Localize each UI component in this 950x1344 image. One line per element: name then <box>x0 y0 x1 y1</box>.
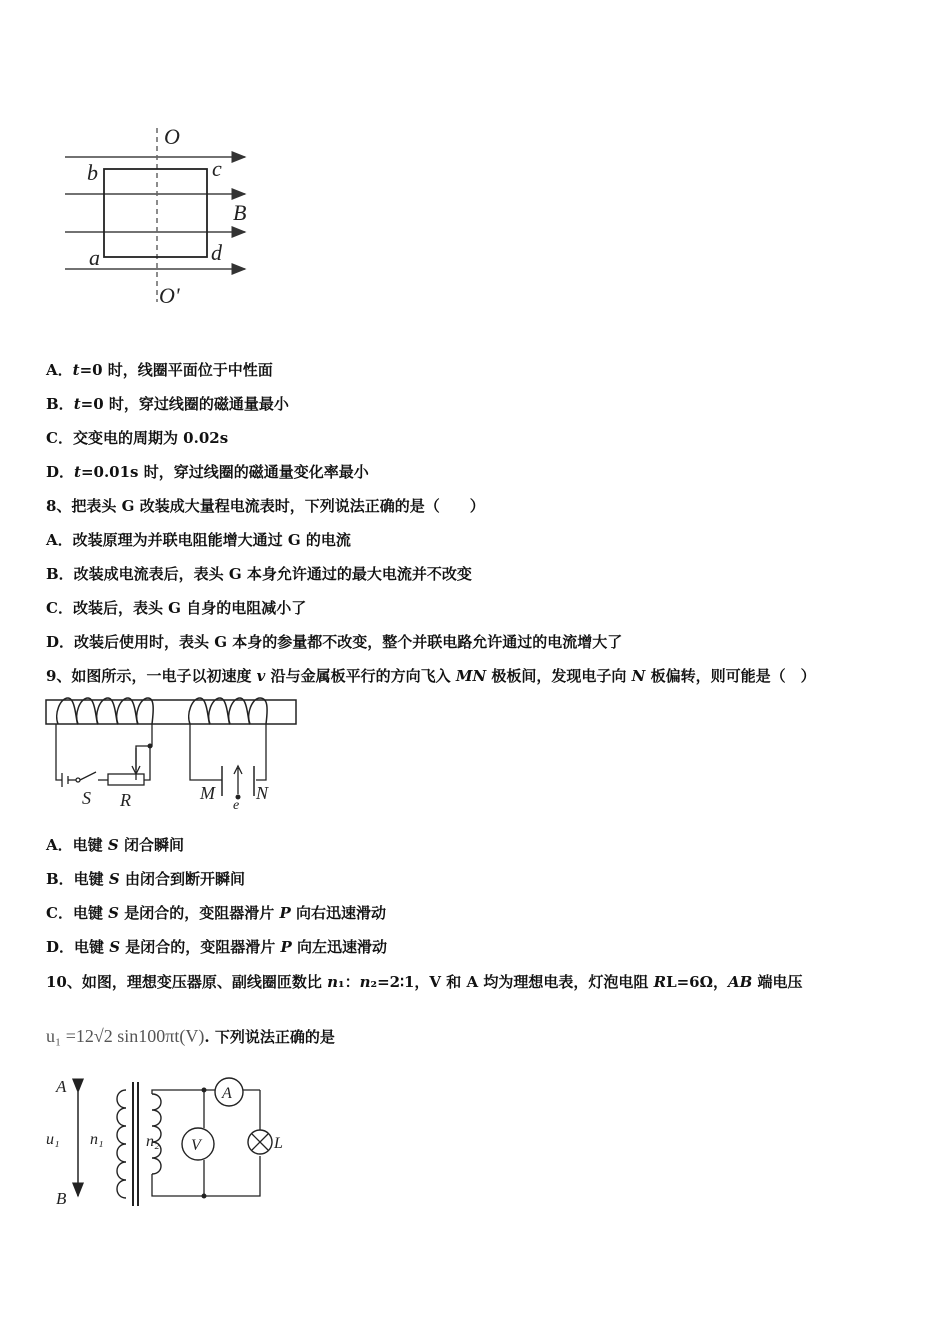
stem-var: N <box>631 667 646 685</box>
option-var: t <box>74 463 81 481</box>
formula-trailing-text: . 下列说法正确的是 <box>204 1028 335 1046</box>
option-text: 由闭合到断开瞬间 <box>119 870 245 888</box>
q9-option-a <box>46 835 184 855</box>
label-d: d <box>211 240 222 265</box>
label-N: N <box>256 783 269 803</box>
stem-text: 9、如图所示，一电子以初速度 <box>46 667 257 685</box>
stem-text: 极板间，发现电子向 <box>486 667 632 685</box>
left-coil <box>57 698 153 724</box>
stem-text: L=6Ω， <box>666 973 728 991</box>
label-n2: n₂ <box>146 1133 160 1150</box>
option-text: D．电键 <box>46 938 110 956</box>
label-R: R <box>120 790 131 810</box>
label-L: L <box>274 1135 283 1152</box>
q7-option-a <box>46 360 273 380</box>
label-u1: u₁ <box>46 1131 60 1148</box>
option-text: =0 时，穿过线圈的磁通量最小 <box>80 395 289 413</box>
voltmeter-label: V <box>191 1137 201 1154</box>
rheostat <box>108 774 144 785</box>
option-text: 闭合瞬间 <box>118 836 184 854</box>
label-a: a <box>89 245 100 270</box>
q8-option-a: A．改装原理为并联电阻能增大通过 G 的电流 <box>46 531 351 549</box>
q8-option-d: D．改装后使用时，表头 G 本身的参量都不改变，整个并联电路允许通过的电流增大了 <box>46 633 623 651</box>
label-M: M <box>200 783 215 803</box>
option-var: S <box>108 904 120 922</box>
q8-option-b: B．改装成电流表后，表头 G 本身允许通过的最大电流并不改变 <box>46 565 472 583</box>
stem-var: AB <box>727 973 753 991</box>
electron-arrow <box>234 766 242 794</box>
ammeter-label: A <box>222 1085 232 1102</box>
q7-option-c <box>46 428 228 448</box>
q8-option-c: C．改装后，表头 G 自身的电阻减小了 <box>46 599 307 617</box>
label-c: c <box>212 156 222 181</box>
q9-stem <box>46 666 816 686</box>
option-text: 是闭合的，变阻器滑片 <box>120 938 281 956</box>
option-text: 向右迅速滑动 <box>290 904 386 922</box>
option-text: =0.01s 时，穿过线圈的磁通量变化率最小 <box>80 463 369 481</box>
stem-var: n <box>359 973 371 991</box>
option-var: t <box>72 361 80 379</box>
primary-coil <box>117 1090 126 1198</box>
option-letter: A． <box>46 361 73 379</box>
option-var: P <box>279 904 291 922</box>
stem-text: ₂=2∶1，V 和 A 均为理想电表，灯泡电阻 <box>370 973 654 991</box>
q7-option-d <box>46 462 369 482</box>
option-letter: D． <box>46 463 75 481</box>
transformer-circuit-figure <box>40 1072 300 1212</box>
wire-junction <box>148 744 153 749</box>
switch <box>62 772 108 787</box>
junction-bottom <box>202 1194 207 1199</box>
stem-var: v <box>256 667 266 685</box>
label-e: e <box>233 798 240 813</box>
option-letter: C． <box>46 429 73 447</box>
label-B: B <box>233 200 247 225</box>
label-O: O <box>164 124 180 149</box>
stem-var: n <box>327 973 339 991</box>
option-var: S <box>109 938 121 956</box>
label-A-terminal: A <box>56 1077 67 1096</box>
q10-stem <box>46 972 803 992</box>
option-text: 交变电的周期为 0.02s <box>72 429 229 447</box>
solenoid-circuit-figure <box>40 696 302 814</box>
q10-formula-line <box>46 1026 335 1047</box>
label-B-terminal: B <box>56 1189 67 1208</box>
label-S: S <box>82 788 91 808</box>
option-text: 是闭合的，变阻器滑片 <box>119 904 280 922</box>
option-text: 向左迅速滑动 <box>291 938 388 956</box>
option-text: C．电键 <box>46 904 109 922</box>
q8-stem: 8、把表头 G 改装成大量程电流表时，下列说法正确的是（ ） <box>46 497 485 515</box>
voltage-formula: u₁ =12√2 sin100πt(V) <box>46 1026 205 1046</box>
option-var: S <box>107 836 119 854</box>
junction-top <box>202 1088 207 1093</box>
option-letter: B． <box>46 395 74 413</box>
option-var: t <box>73 395 81 413</box>
coil-rectangle <box>104 169 207 257</box>
right-coil <box>189 698 267 724</box>
option-var: S <box>108 870 120 888</box>
stem-text: 10、如图，理想变压器原、副线圈匝数比 <box>46 973 328 991</box>
q9-option-b <box>46 869 245 889</box>
option-text: A．电键 <box>46 836 108 854</box>
stem-var: MN <box>455 667 487 685</box>
option-text: =0 时，线圈平面位于中性面 <box>79 361 273 379</box>
stem-text: 端电压 <box>752 973 803 991</box>
q7-option-b <box>46 394 289 414</box>
label-n1: n₁ <box>90 1131 104 1148</box>
label-b: b <box>87 160 98 185</box>
label-O-prime: O' <box>159 283 180 308</box>
stem-var: R <box>653 973 667 991</box>
coil-field-figure <box>55 120 275 310</box>
q9-option-d <box>46 937 387 957</box>
stem-text: 沿与金属板平行的方向飞入 <box>265 667 456 685</box>
stem-text: 板偏转，则可能是（ ） <box>645 667 816 685</box>
stem-text: ₁： <box>338 973 360 991</box>
q9-option-c <box>46 903 386 923</box>
iron-core <box>46 700 296 724</box>
option-var: P <box>280 938 292 956</box>
option-text: B．电键 <box>46 870 109 888</box>
